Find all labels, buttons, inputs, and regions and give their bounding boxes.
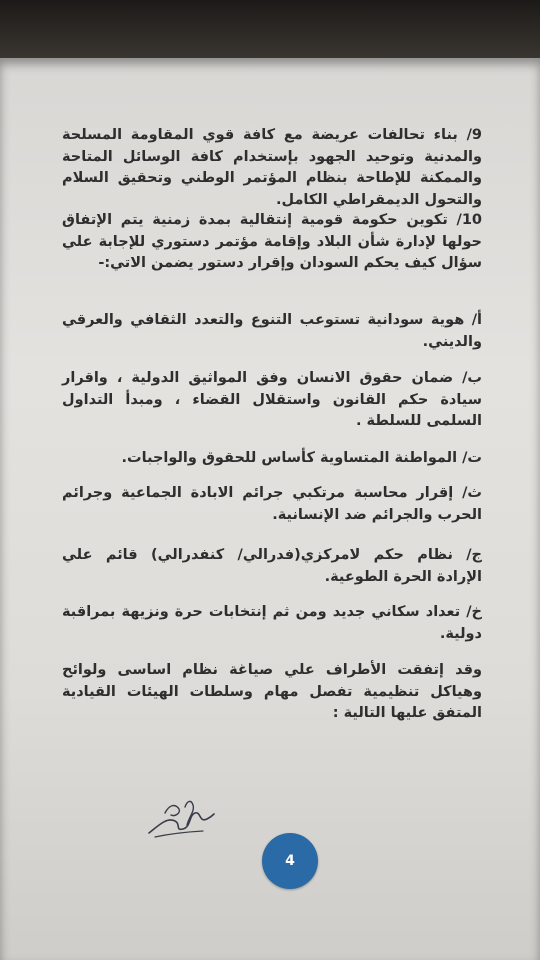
paragraph-closing: وقد إتفقت الأطراف علي صياغة نظام اساسى ولوائح وهياكل تنظيمية تفصل مهام وسلطات الهيئات القيادية المتفق عليها التالية : [62,662,482,721]
paragraph-subitem-jim: ج/ نظام حكم لامركزي(فدرالي/ كنفدرالي) قائم علي الإرادة الحرة الطوعية. [62,547,482,585]
paragraph-subitem-kha: خ/ تعداد سكاني جديد ومن ثم إنتخابات حرة ونزيهة بمراقبة دولية. [62,604,482,642]
background-top-edge [0,0,540,58]
page-number-badge: 4 [262,833,318,889]
paragraph-subitem-ta: ت/ المواطنة المتساوية كأساس للحقوق والواجبات. [121,450,482,466]
paragraph-subitem-alef: أ/ هوية سودانية تستوعب التنوع والتعدد الثقافي والعرقي والديني. [62,312,482,350]
paragraph-item-10: 10/ تكوين حكومة قومية إنتقالية بمدة زمنية يتم الإتفاق حولها لإدارة شأن البلاد وإقامة مؤتمر دستوري للإجابة علي سؤال كيف يحكم السودان وإقرار دستور يضمن الاتي:- [62,212,482,271]
paragraph-item-9: 9/ بناء تحالفات عريضة مع كافة قوي المقاومة المسلحة والمدنية وتوحيد الجهود بإستخدام كافة الوسائل المتاحة والممكنة للإطاحة بنظام المؤتمر الوطني وتحقيق السلام والتحول الديمقراطي الكامل. [62,127,482,208]
signature-scribble-icon [145,795,215,840]
paragraph-subitem-tha: ث/ إقرار محاسبة مرتكبي جرائم الابادة الجماعية وجرائم الحرب والجرائم ضد الإنسانية. [62,485,482,523]
paragraph-subitem-ba: ب/ ضمان حقوق الانسان وفق المواثيق الدولية ، واقرار سيادة حكم القانون واستقلال القضاء ، ومبدأ التداول السلمى للسلطة . [62,370,482,429]
